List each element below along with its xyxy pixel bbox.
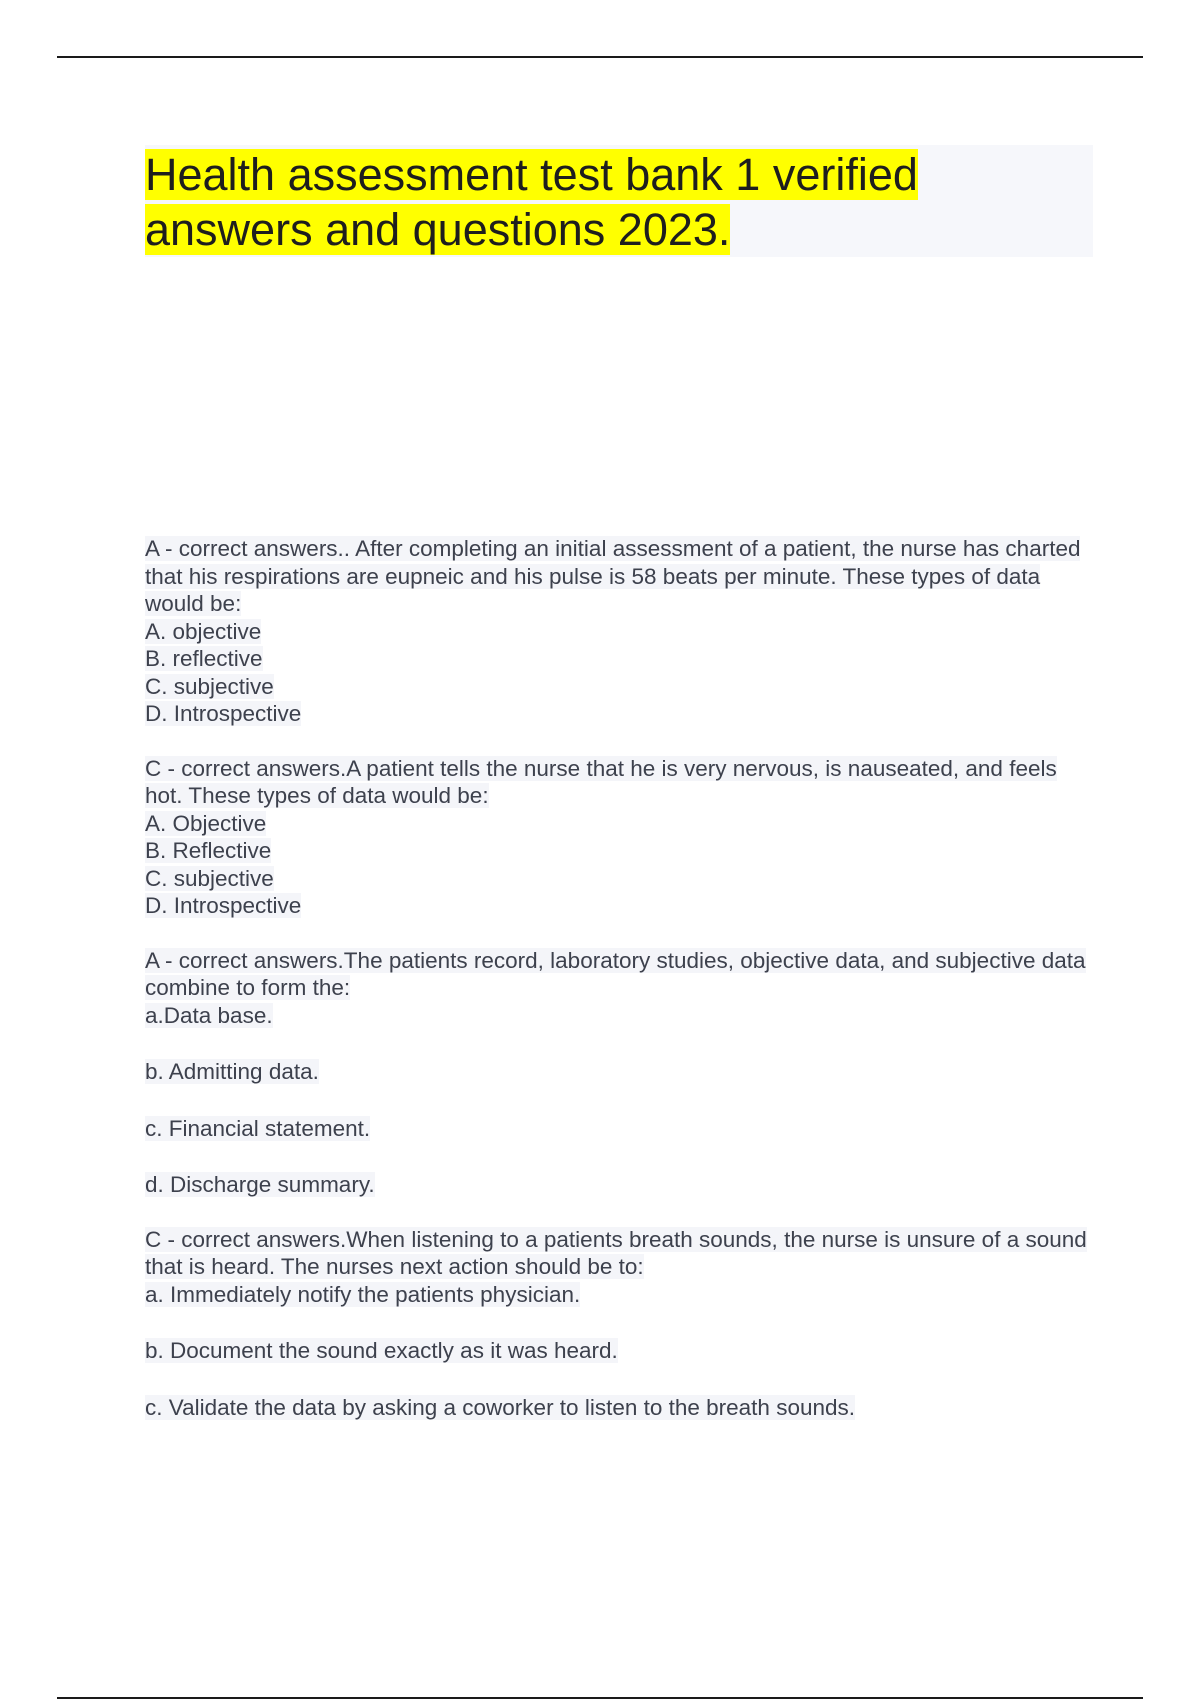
- answer-option: D. Introspective: [145, 701, 302, 726]
- answer-option: A. Objective: [145, 810, 267, 836]
- question-3: [145, 947, 1100, 1199]
- answer-option: D. Introspective: [145, 893, 302, 918]
- answer-option: B. reflective: [145, 646, 263, 671]
- answer-option: d. Discharge summary.: [145, 1172, 375, 1197]
- answer-option: a. Immediately notify the patients physician.: [145, 1281, 581, 1307]
- answer-option: c. Validate the data by asking a coworker to listen to the breath sounds.: [145, 1394, 856, 1420]
- question-4: [145, 1226, 1100, 1422]
- answer-option: c. Financial statement.: [145, 1115, 371, 1141]
- question-list: [145, 535, 1100, 1448]
- question-1: [145, 535, 1100, 728]
- question-stem: A - correct answers.. After completing an initial assessment of a patient, the nurse has charted that his respirations are eupneic and his pulse is 58 beats per minute. These types of data would be:: [145, 536, 1081, 616]
- question-stem: C - correct answers.When listening to a patients breath sounds, the nurse is unsure of a sound that is heard. The nurses next action should be to:: [145, 1226, 1087, 1279]
- footer-rule: [57, 1697, 1143, 1699]
- answer-option: C. subjective: [145, 865, 274, 891]
- answer-option: A. objective: [145, 618, 262, 644]
- question-stem: A - correct answers.The patients record, laboratory studies, objective data, and subjective data combine to form the:: [145, 947, 1086, 1000]
- answer-option: C. subjective: [145, 673, 274, 699]
- question-2: [145, 755, 1100, 920]
- answer-option: b. Admitting data.: [145, 1059, 319, 1084]
- title-highlight: Health assessment test bank 1 verified answers and questions 2023.: [145, 149, 918, 255]
- document-title: [145, 147, 1045, 257]
- question-stem: C - correct answers.A patient tells the nurse that he is very nervous, is nauseated, and feels hot. These types of data would be:: [145, 755, 1057, 808]
- answer-option: b. Document the sound exactly as it was heard.: [145, 1338, 618, 1363]
- header-rule: [57, 56, 1143, 58]
- answer-option: a.Data base.: [145, 1002, 273, 1028]
- answer-option: B. Reflective: [145, 838, 272, 863]
